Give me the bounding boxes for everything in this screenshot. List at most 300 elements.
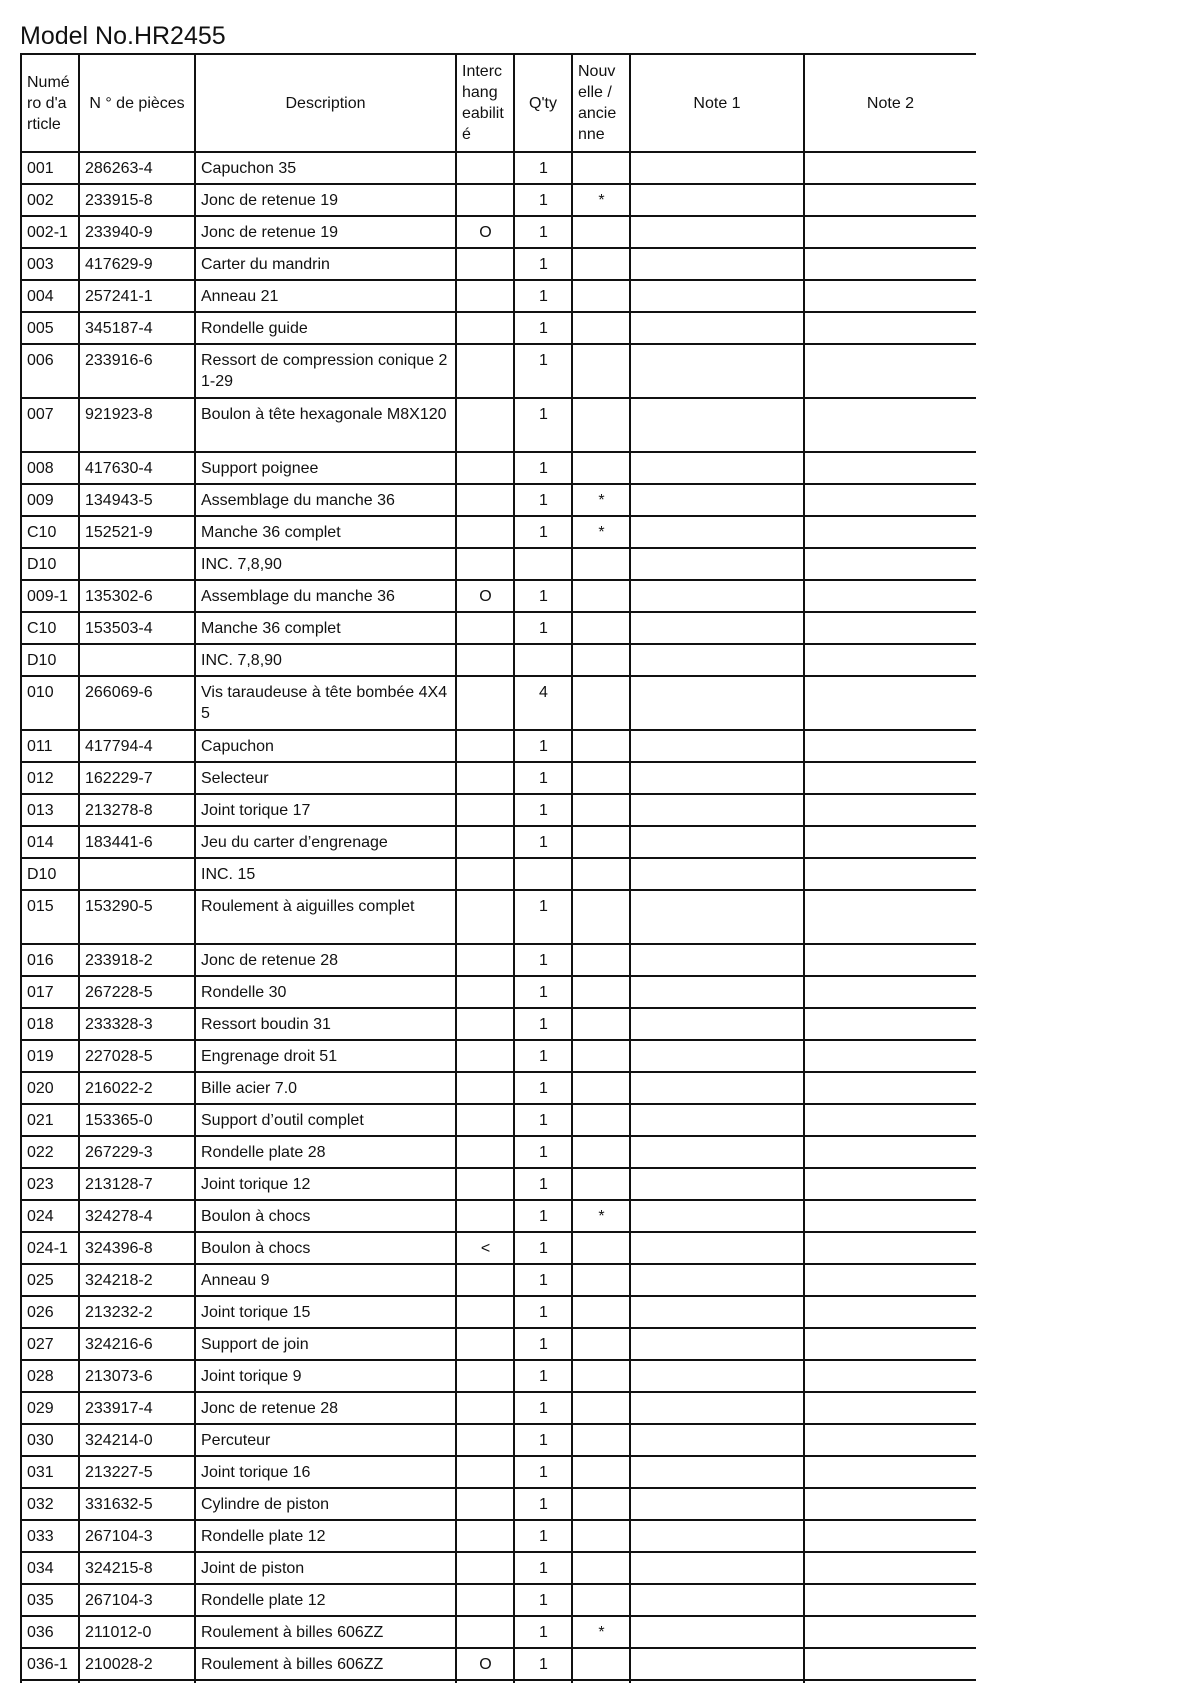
cell-item-no: 017 [21, 976, 79, 1008]
cell-new-old [572, 280, 630, 312]
cell-interchangeability [456, 1072, 514, 1104]
cell-new-old: * [572, 184, 630, 216]
cell-description: Rondelle 30 [195, 976, 456, 1008]
cell-note1 [630, 1584, 804, 1616]
cell-description: Jeu du carter d’engrenage [195, 826, 456, 858]
cell-description: Percuteur [195, 1424, 456, 1456]
table-row [21, 1360, 976, 1392]
cell-new-old [572, 1104, 630, 1136]
cell-interchangeability: < [456, 1232, 514, 1264]
cell-part-no: 233328-3 [79, 1008, 195, 1040]
cell-item-no: 003 [21, 248, 79, 280]
cell-interchangeability: O [456, 216, 514, 248]
table-row [21, 548, 976, 580]
table-row [21, 484, 976, 516]
cell-interchangeability [456, 152, 514, 184]
cell-note1 [630, 248, 804, 280]
cell-item-no: 009 [21, 484, 79, 516]
cell-qty: 1 [514, 1616, 572, 1648]
cell-note1 [630, 826, 804, 858]
cell-qty: 1 [514, 1456, 572, 1488]
cell-note2 [804, 344, 976, 398]
cell-note1 [630, 1104, 804, 1136]
cell-description: Bille acier 7.0 [195, 1072, 456, 1104]
cell-new-old [572, 612, 630, 644]
header-note1: Note 1 [630, 54, 804, 152]
table-row [21, 858, 976, 890]
cell-item-no: C10 [21, 516, 79, 548]
cell-interchangeability [456, 794, 514, 826]
cell-description: Vis taraudeuse à tête bombée 4X45 [195, 676, 456, 730]
cell-interchangeability [456, 1456, 514, 1488]
table-row [21, 516, 976, 548]
cell-item-no: 009-1 [21, 580, 79, 612]
cell-item-no: 008 [21, 452, 79, 484]
cell-part-no: 417794-4 [79, 730, 195, 762]
cell-note1 [630, 312, 804, 344]
cell-new-old [572, 676, 630, 730]
cell-note1 [630, 890, 804, 944]
cell-note2 [804, 1168, 976, 1200]
cell-note2 [804, 1616, 976, 1648]
table-row [21, 184, 976, 216]
cell-part-no: 233940-9 [79, 216, 195, 248]
cell-description: Jonc de retenue 19 [195, 184, 456, 216]
cell-qty: 1 [514, 1648, 572, 1680]
cell-note2 [804, 1584, 976, 1616]
cell-interchangeability [456, 1424, 514, 1456]
cell-qty [514, 644, 572, 676]
cell-interchangeability [456, 1200, 514, 1232]
cell-part-no: 213278-8 [79, 794, 195, 826]
cell-note2 [804, 676, 976, 730]
cell-description: Ressort de compression conique 21-29 [195, 344, 456, 398]
cell-new-old [572, 1232, 630, 1264]
cell-interchangeability [456, 1552, 514, 1584]
cell-item-no: 018 [21, 1008, 79, 1040]
cell-qty: 1 [514, 1424, 572, 1456]
cell-note1 [630, 676, 804, 730]
cell-interchangeability [456, 1104, 514, 1136]
cell-item-no: D10 [21, 548, 79, 580]
cell-interchangeability [456, 248, 514, 280]
cell-description: Roulement à billes 606ZZ [195, 1648, 456, 1680]
cell-part-no: 331632-5 [79, 1488, 195, 1520]
cell-new-old [572, 548, 630, 580]
table-row [21, 1520, 976, 1552]
cell-description: Assemblage du manche 36 [195, 580, 456, 612]
cell-interchangeability: O [456, 580, 514, 612]
cell-note2 [804, 248, 976, 280]
cell-interchangeability [456, 516, 514, 548]
cell-note1 [630, 730, 804, 762]
cell-description: Capuchon [195, 730, 456, 762]
cell-description: Anneau 9 [195, 1264, 456, 1296]
cell-note2 [804, 644, 976, 676]
cell-interchangeability: O [456, 1648, 514, 1680]
header-row [21, 54, 976, 152]
cell-note2 [804, 858, 976, 890]
cell-qty: 1 [514, 398, 572, 452]
table-row [21, 1168, 976, 1200]
cell-description: Jonc de retenue 28 [195, 1392, 456, 1424]
table-header [21, 54, 976, 152]
cell-note1 [630, 1168, 804, 1200]
cell-note2 [804, 762, 976, 794]
cell-qty: 1 [514, 1488, 572, 1520]
table-row [21, 312, 976, 344]
table-row [21, 1136, 976, 1168]
cell-item-no: 020 [21, 1072, 79, 1104]
cell-description: Rondelle plate 12 [195, 1520, 456, 1552]
cell-new-old [572, 1072, 630, 1104]
cell-note1 [630, 1648, 804, 1680]
cell-part-no: 227028-5 [79, 1040, 195, 1072]
cell-new-old [572, 644, 630, 676]
cell-item-no: 033 [21, 1520, 79, 1552]
cell-part-no: 153503-4 [79, 612, 195, 644]
cell-part-no: 267229-3 [79, 1136, 195, 1168]
cell-new-old [572, 1488, 630, 1520]
cell-note1 [630, 516, 804, 548]
cell-part-no: 213128-7 [79, 1168, 195, 1200]
cell-qty [514, 858, 572, 890]
cell-item-no: 014 [21, 826, 79, 858]
cell-note2 [804, 516, 976, 548]
cell-new-old [572, 1424, 630, 1456]
cell-new-old [572, 152, 630, 184]
cell-note2 [804, 890, 976, 944]
cell-part-no: 152521-9 [79, 516, 195, 548]
table-row [21, 1072, 976, 1104]
table-row [21, 612, 976, 644]
cell-qty: 1 [514, 184, 572, 216]
cell-new-old [572, 580, 630, 612]
cell-item-no: 006 [21, 344, 79, 398]
cell-qty: 1 [514, 762, 572, 794]
parts-table [20, 53, 976, 1683]
cell-note1 [630, 1232, 804, 1264]
cell-description: Joint torique 16 [195, 1456, 456, 1488]
cell-part-no: 921923-8 [79, 398, 195, 452]
cell-interchangeability [456, 762, 514, 794]
cell-description: Joint torique 9 [195, 1360, 456, 1392]
table-row [21, 1264, 976, 1296]
cell-note1 [630, 1296, 804, 1328]
cell-qty: 1 [514, 1232, 572, 1264]
cell-note2 [804, 1488, 976, 1520]
header-qty: Q'ty [514, 54, 572, 152]
table-row [21, 1104, 976, 1136]
cell-note2 [804, 280, 976, 312]
cell-note1 [630, 1520, 804, 1552]
cell-interchangeability [456, 676, 514, 730]
cell-part-no: 417630-4 [79, 452, 195, 484]
cell-note1 [630, 184, 804, 216]
cell-part-no: 257241-1 [79, 280, 195, 312]
cell-note1 [630, 1264, 804, 1296]
table-row [21, 944, 976, 976]
cell-item-no: 007 [21, 398, 79, 452]
cell-note2 [804, 1360, 976, 1392]
table-row [21, 398, 976, 452]
cell-qty: 1 [514, 452, 572, 484]
cell-new-old: * [572, 484, 630, 516]
cell-item-no: 034 [21, 1552, 79, 1584]
cell-note1 [630, 794, 804, 826]
cell-new-old [572, 312, 630, 344]
cell-description: Joint torique 12 [195, 1168, 456, 1200]
cell-new-old [572, 1648, 630, 1680]
cell-part-no: 135302-6 [79, 580, 195, 612]
cell-description: Boulon à chocs [195, 1232, 456, 1264]
cell-qty: 1 [514, 1072, 572, 1104]
cell-note1 [630, 1328, 804, 1360]
cell-part-no: 324396-8 [79, 1232, 195, 1264]
cell-description: Boulon à tête hexagonale M8X120 [195, 398, 456, 452]
cell-note1 [630, 1072, 804, 1104]
cell-part-no: 267104-3 [79, 1584, 195, 1616]
cell-interchangeability [456, 398, 514, 452]
cell-note1 [630, 976, 804, 1008]
cell-item-no: 015 [21, 890, 79, 944]
cell-new-old: * [572, 1616, 630, 1648]
cell-description: Joint de piston [195, 1552, 456, 1584]
cell-part-no: 211012-0 [79, 1616, 195, 1648]
table-row [21, 644, 976, 676]
cell-qty: 4 [514, 676, 572, 730]
cell-note1 [630, 1392, 804, 1424]
header-part-no: N ° de pièces [79, 54, 195, 152]
cell-description: Support de join [195, 1328, 456, 1360]
cell-interchangeability [456, 890, 514, 944]
cell-note1 [630, 1040, 804, 1072]
cell-part-no: 210028-2 [79, 1648, 195, 1680]
cell-qty: 1 [514, 248, 572, 280]
cell-part-no: 345187-4 [79, 312, 195, 344]
cell-part-no: 417629-9 [79, 248, 195, 280]
cell-note2 [804, 452, 976, 484]
cell-part-no: 213073-6 [79, 1360, 195, 1392]
cell-new-old [572, 1520, 630, 1552]
cell-new-old [572, 730, 630, 762]
cell-description: Assemblage du manche 36 [195, 484, 456, 516]
cell-item-no: 013 [21, 794, 79, 826]
cell-note2 [804, 1264, 976, 1296]
cell-part-no: 324218-2 [79, 1264, 195, 1296]
cell-interchangeability [456, 858, 514, 890]
cell-note2 [804, 312, 976, 344]
cell-note1 [630, 216, 804, 248]
table-row [21, 152, 976, 184]
cell-item-no: 002-1 [21, 216, 79, 248]
header-description: Description [195, 54, 456, 152]
cell-description: Roulement à aiguilles complet [195, 890, 456, 944]
cell-note1 [630, 548, 804, 580]
cell-description: Capuchon 35 [195, 152, 456, 184]
cell-item-no: 036-1 [21, 1648, 79, 1680]
cell-interchangeability [456, 1392, 514, 1424]
cell-qty: 1 [514, 976, 572, 1008]
cell-part-no: 324278-4 [79, 1200, 195, 1232]
cell-qty: 1 [514, 216, 572, 248]
cell-interchangeability [456, 944, 514, 976]
cell-new-old [572, 1584, 630, 1616]
table-row [21, 216, 976, 248]
cell-part-no: 216022-2 [79, 1072, 195, 1104]
table-row [21, 1456, 976, 1488]
cell-description: Manche 36 complet [195, 612, 456, 644]
cell-note2 [804, 826, 976, 858]
table-row [21, 1648, 976, 1680]
cell-note1 [630, 452, 804, 484]
cell-qty: 1 [514, 1040, 572, 1072]
cell-qty: 1 [514, 826, 572, 858]
cell-item-no: 004 [21, 280, 79, 312]
cell-note1 [630, 344, 804, 398]
cell-item-no: 001 [21, 152, 79, 184]
cell-new-old [572, 1328, 630, 1360]
cell-item-no: 026 [21, 1296, 79, 1328]
table-row [21, 890, 976, 944]
cell-note1 [630, 1488, 804, 1520]
cell-part-no [79, 548, 195, 580]
cell-note2 [804, 184, 976, 216]
cell-note1 [630, 484, 804, 516]
cell-note2 [804, 216, 976, 248]
cell-item-no: 024-1 [21, 1232, 79, 1264]
table-row [21, 1488, 976, 1520]
cell-description: INC. 15 [195, 858, 456, 890]
cell-qty: 1 [514, 1392, 572, 1424]
cell-qty: 1 [514, 1328, 572, 1360]
cell-interchangeability [456, 826, 514, 858]
cell-qty: 1 [514, 1552, 572, 1584]
header-interchangeability: Interc hang eabilit é [456, 54, 514, 152]
cell-new-old: * [572, 1200, 630, 1232]
header-note2: Note 2 [804, 54, 976, 152]
cell-new-old [572, 452, 630, 484]
cell-qty [514, 548, 572, 580]
cell-note2 [804, 1392, 976, 1424]
cell-interchangeability [456, 1136, 514, 1168]
cell-interchangeability [456, 1040, 514, 1072]
cell-note2 [804, 1040, 976, 1072]
cell-note2 [804, 1200, 976, 1232]
cell-qty: 1 [514, 280, 572, 312]
cell-part-no: 267228-5 [79, 976, 195, 1008]
cell-note2 [804, 1296, 976, 1328]
cell-note1 [630, 398, 804, 452]
cell-note2 [804, 1456, 976, 1488]
cell-description: Rondelle plate 28 [195, 1136, 456, 1168]
cell-interchangeability [456, 730, 514, 762]
table-row [21, 1008, 976, 1040]
cell-interchangeability [456, 280, 514, 312]
cell-qty: 1 [514, 484, 572, 516]
cell-qty: 1 [514, 516, 572, 548]
cell-part-no: 324216-6 [79, 1328, 195, 1360]
cell-new-old [572, 794, 630, 826]
cell-item-no: 019 [21, 1040, 79, 1072]
cell-new-old [572, 762, 630, 794]
cell-description: Selecteur [195, 762, 456, 794]
cell-item-no: 032 [21, 1488, 79, 1520]
cell-description: Anneau 21 [195, 280, 456, 312]
cell-part-no: 233918-2 [79, 944, 195, 976]
cell-interchangeability [456, 344, 514, 398]
cell-new-old [572, 1040, 630, 1072]
cell-description: Carter du mandrin [195, 248, 456, 280]
cell-note1 [630, 1136, 804, 1168]
cell-part-no: 153290-5 [79, 890, 195, 944]
cell-note1 [630, 944, 804, 976]
table-row [21, 280, 976, 312]
cell-note2 [804, 1072, 976, 1104]
cell-note1 [630, 1200, 804, 1232]
cell-new-old [572, 944, 630, 976]
table-row [21, 1616, 976, 1648]
cell-part-no: 286263-4 [79, 152, 195, 184]
cell-part-no [79, 858, 195, 890]
table-row [21, 1040, 976, 1072]
table-row [21, 794, 976, 826]
cell-note2 [804, 580, 976, 612]
table-row [21, 1328, 976, 1360]
cell-description: Rondelle plate 12 [195, 1584, 456, 1616]
cell-note2 [804, 1424, 976, 1456]
cell-new-old [572, 1360, 630, 1392]
cell-item-no: 023 [21, 1168, 79, 1200]
cell-new-old [572, 1552, 630, 1584]
cell-interchangeability [456, 1520, 514, 1552]
cell-interchangeability [456, 452, 514, 484]
cell-qty: 1 [514, 1296, 572, 1328]
cell-part-no: 267104-3 [79, 1520, 195, 1552]
cell-new-old [572, 890, 630, 944]
table-row [21, 762, 976, 794]
cell-note1 [630, 644, 804, 676]
cell-new-old: * [572, 516, 630, 548]
cell-item-no: 005 [21, 312, 79, 344]
cell-note2 [804, 976, 976, 1008]
table-row [21, 1424, 976, 1456]
table-row [21, 1200, 976, 1232]
cell-note1 [630, 1424, 804, 1456]
cell-qty: 1 [514, 1168, 572, 1200]
cell-note2 [804, 548, 976, 580]
cell-item-no: 012 [21, 762, 79, 794]
cell-item-no: 010 [21, 676, 79, 730]
cell-interchangeability [456, 1264, 514, 1296]
cell-note1 [630, 1616, 804, 1648]
cell-note2 [804, 1552, 976, 1584]
cell-item-no: 024 [21, 1200, 79, 1232]
table-row [21, 344, 976, 398]
cell-note1 [630, 580, 804, 612]
cell-new-old [572, 1296, 630, 1328]
cell-note2 [804, 484, 976, 516]
cell-description: Support d’outil complet [195, 1104, 456, 1136]
cell-note2 [804, 794, 976, 826]
cell-part-no: 266069-6 [79, 676, 195, 730]
cell-item-no: 028 [21, 1360, 79, 1392]
cell-interchangeability [456, 612, 514, 644]
cell-item-no: 021 [21, 1104, 79, 1136]
cell-interchangeability [456, 1008, 514, 1040]
cell-description: Joint torique 15 [195, 1296, 456, 1328]
cell-note2 [804, 1008, 976, 1040]
